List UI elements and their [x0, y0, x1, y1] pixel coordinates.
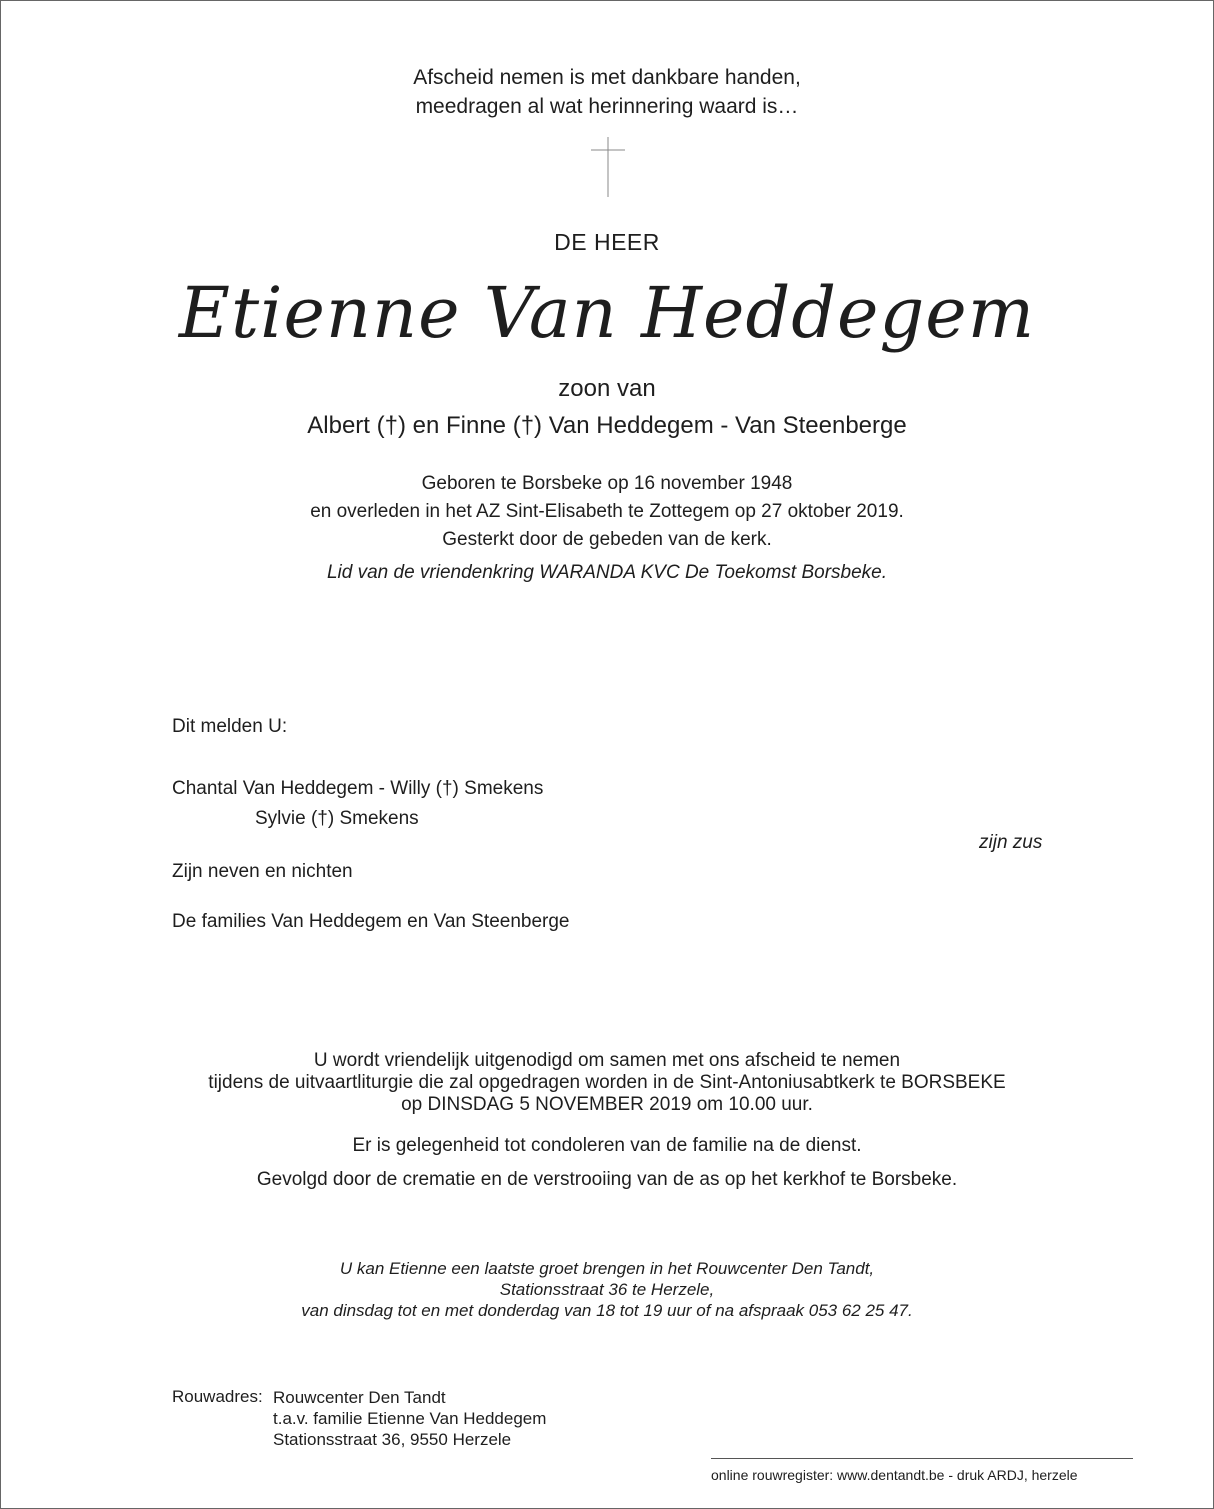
footer-credit: online rouwregister: www.dentandt.be - druk ARDJ, herzele: [711, 1467, 1078, 1483]
condolence-line: Er is gelegenheid tot condoleren van de familie na de dienst.: [352, 1135, 862, 1156]
opening-quote: [1, 63, 1213, 121]
honorific: DE HEER: [554, 229, 660, 255]
cremation-line: Gevolgd door de crematie en de verstrooiing van de as op het kerkhof te Borsbeke.: [256, 1169, 958, 1190]
family-households: De families Van Heddegem en Van Steenberge: [172, 911, 570, 932]
family-relation-label: zijn zus: [979, 832, 1043, 853]
parents-names: Albert (†) en Finne (†) Van Heddegem - Van Steenberge: [307, 412, 907, 439]
life-dates: [1, 470, 1213, 554]
son-of-label: zoon van: [558, 375, 656, 402]
quote-line-2: meedragen al wat herinnering waard is…: [415, 95, 799, 118]
service-line-2: tijdens de uitvaartliturgie die zal opgedragen worden in de Sint-Antoniusabtkerk te BORSBEKE: [208, 1072, 1006, 1093]
visit-line-3: van dinsdag tot en met donderdag van 18 tot 19 uur of na afspraak 053 62 25 47.: [301, 1301, 913, 1320]
visitation-info: [1, 1258, 1213, 1321]
died-line: en overleden in het AZ Sint-Elisabeth te Zottegem op 27 oktober 2019.: [310, 501, 904, 522]
born-line: Geboren te Borsbeke op 16 november 1948: [421, 473, 793, 494]
address-line-2: t.a.v. familie Etienne Van Heddegem: [273, 1409, 547, 1428]
service-line-3: op DINSDAG 5 NOVEMBER 2019 om 10.00 uur.: [401, 1094, 813, 1115]
family-sister: Chantal Van Heddegem - Willy (†) Smekens: [172, 778, 544, 799]
quote-line-1: Afscheid nemen is met dankbare handen,: [413, 66, 801, 89]
announce-intro: Dit melden U:: [172, 716, 288, 737]
mourning-address: [273, 1387, 546, 1450]
address-line-1: Rouwcenter Den Tandt: [273, 1388, 446, 1407]
service-invitation: [1, 1050, 1213, 1116]
cross-icon: [589, 137, 627, 197]
visit-line-2: Stationsstraat 36 te Herzele,: [499, 1280, 715, 1299]
deceased-name: Etienne Van Heddegem: [178, 272, 1036, 354]
family-cousins: Zijn neven en nichten: [172, 861, 353, 882]
footer-divider: [711, 1458, 1133, 1459]
family-sister-child: Sylvie (†) Smekens: [255, 808, 419, 829]
strengthened-line: Gesterkt door de gebeden van de kerk.: [442, 529, 772, 550]
membership-line: Lid van de vriendenkring WARANDA KVC De Toekomst Borsbeke.: [326, 562, 888, 583]
address-label: Rouwadres:: [172, 1387, 263, 1406]
service-line-1: U wordt vriendelijk uitgenodigd om samen met ons afscheid te nemen: [313, 1050, 901, 1071]
visit-line-1: U kan Etienne een laatste groet brengen in het Rouwcenter Den Tandt,: [339, 1259, 875, 1278]
address-line-3: Stationsstraat 36, 9550 Herzele: [273, 1430, 512, 1449]
